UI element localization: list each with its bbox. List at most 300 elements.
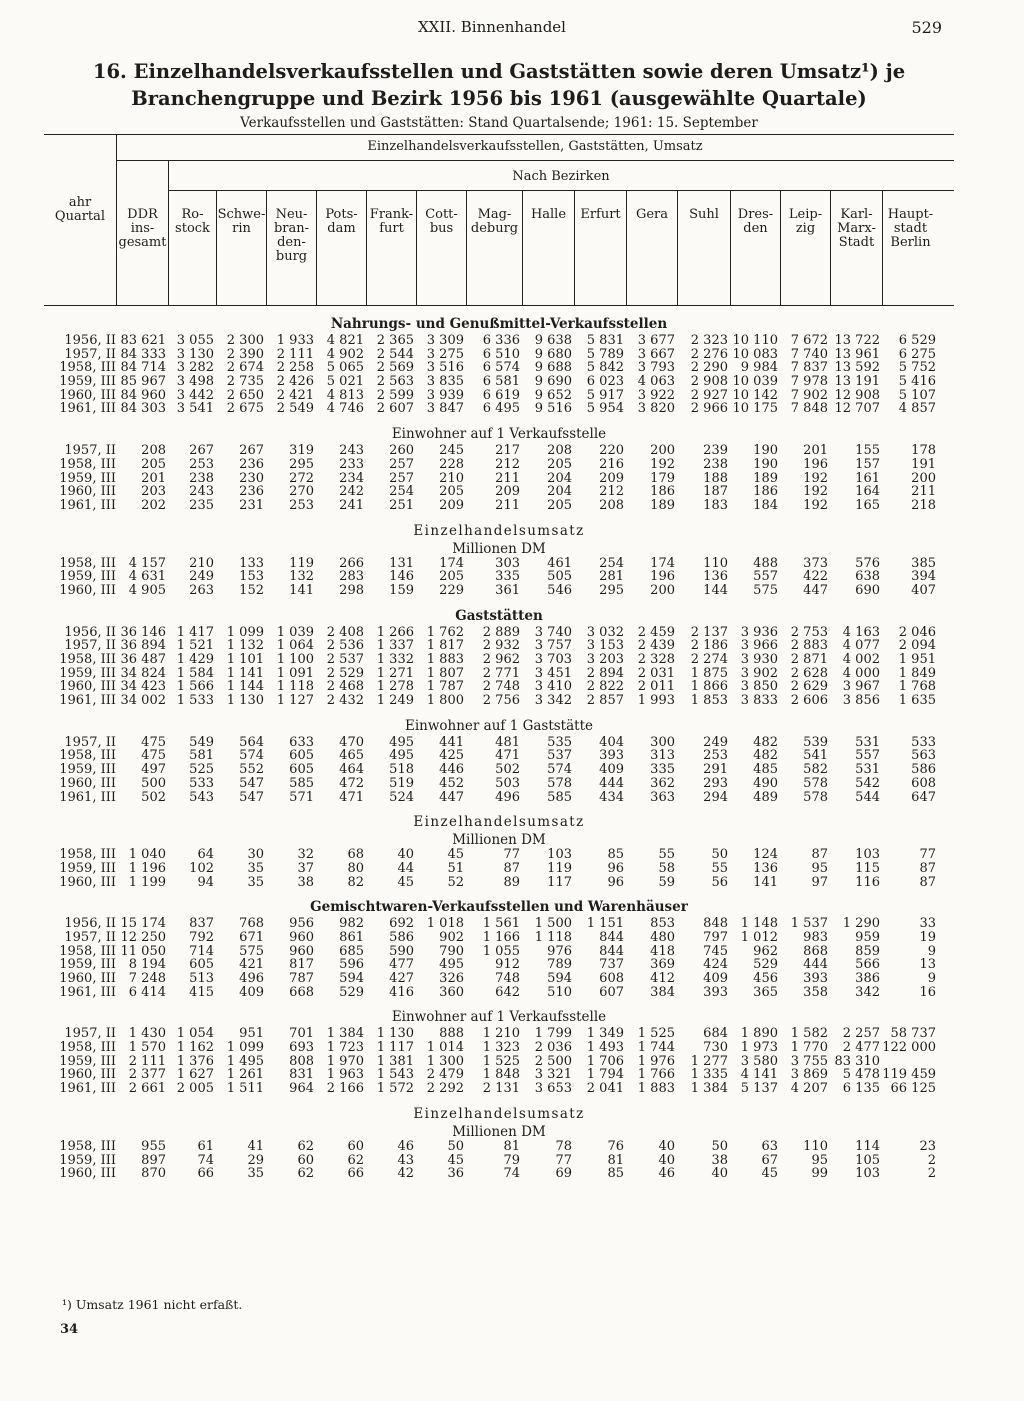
table-cell: 541 bbox=[803, 748, 828, 764]
table-row bbox=[44, 1041, 954, 1055]
table-cell: 10 175 bbox=[732, 401, 778, 417]
table-cell: 85 bbox=[607, 847, 624, 863]
table-cell: 9 bbox=[927, 943, 936, 959]
table-cell: 105 bbox=[855, 1152, 880, 1168]
table-cell: 362 bbox=[650, 775, 675, 791]
table-cell: 6 023 bbox=[586, 374, 624, 390]
table-cell: 254 bbox=[599, 555, 624, 571]
table-cell: 394 bbox=[911, 569, 936, 585]
table-cell: 5 842 bbox=[586, 360, 624, 376]
table-cell: 1 963 bbox=[326, 1067, 364, 1083]
table-cell: 4 813 bbox=[326, 387, 364, 403]
table-cell: 2 549 bbox=[276, 401, 314, 417]
table-cell: 564 bbox=[239, 734, 264, 750]
table-cell: 1 337 bbox=[376, 638, 414, 654]
table-cell: 117 bbox=[547, 874, 572, 890]
table-cell: 211 bbox=[495, 497, 520, 513]
table-cell: 2 365 bbox=[376, 333, 414, 348]
table-cell: 3 703 bbox=[534, 652, 572, 667]
header-column-6: Frank- furt bbox=[369, 207, 414, 236]
table-cell: 40 bbox=[711, 1166, 728, 1182]
table-cell: 45 bbox=[761, 1166, 778, 1182]
table-cell: 13 bbox=[919, 957, 936, 973]
table-cell: 3 541 bbox=[176, 401, 214, 417]
table-cell: 144 bbox=[703, 582, 728, 598]
table-row bbox=[44, 1167, 954, 1181]
table-cell: 596 bbox=[339, 957, 364, 973]
table-cell: 409 bbox=[599, 762, 624, 778]
table-cell: 456 bbox=[753, 971, 778, 986]
table-cell: 529 bbox=[339, 984, 364, 1000]
table-cell: 2 bbox=[927, 1166, 936, 1182]
table-cell: 1 800 bbox=[426, 693, 464, 709]
table-cell: 960 bbox=[289, 943, 314, 959]
table-cell: 35 bbox=[247, 874, 264, 890]
table-cell: 434 bbox=[599, 789, 624, 805]
table-cell: 204 bbox=[547, 484, 572, 500]
table-cell: 1 100 bbox=[276, 652, 314, 667]
table-row bbox=[44, 958, 954, 972]
row-period: 1957, II bbox=[64, 1026, 116, 1042]
table-cell: 4 746 bbox=[326, 401, 364, 417]
table-cell: 218 bbox=[911, 497, 936, 513]
table-cell: 5 107 bbox=[898, 387, 936, 403]
table-cell: 235 bbox=[189, 497, 214, 513]
table-cell: 2 257 bbox=[842, 1026, 880, 1042]
table-cell: 1 521 bbox=[176, 638, 214, 654]
table-cell: 6 336 bbox=[482, 333, 520, 348]
table-cell: 1 039 bbox=[276, 624, 314, 640]
table-cell: 205 bbox=[141, 456, 166, 472]
table-cell: 6 275 bbox=[898, 346, 936, 362]
table-cell: 272 bbox=[289, 470, 314, 486]
row-period: 1958, III bbox=[59, 456, 116, 472]
table-cell: 2 756 bbox=[482, 693, 520, 709]
table-cell: 230 bbox=[239, 470, 264, 486]
table-cell: 488 bbox=[753, 555, 778, 571]
section-gap bbox=[44, 416, 954, 424]
table-cell: 241 bbox=[339, 497, 364, 513]
table-cell: 1 429 bbox=[176, 652, 214, 667]
table-row bbox=[44, 848, 954, 862]
table-cell: 119 bbox=[289, 555, 314, 571]
table-cell: 84 303 bbox=[120, 401, 166, 417]
table-cell: 976 bbox=[547, 943, 572, 959]
table-cell: 188 bbox=[703, 470, 728, 486]
table-cell: 12 707 bbox=[834, 401, 880, 417]
table-cell: 1 533 bbox=[176, 693, 214, 709]
table-cell: 808 bbox=[289, 1053, 314, 1069]
table-cell: 15 174 bbox=[120, 916, 166, 932]
table-cell: 253 bbox=[189, 456, 214, 472]
table-cell: 2 290 bbox=[690, 360, 728, 376]
table-cell: 41 bbox=[247, 1138, 264, 1154]
table-cell: 452 bbox=[439, 775, 464, 791]
table-cell: 3 966 bbox=[740, 638, 778, 654]
header-rule-2 bbox=[168, 190, 954, 191]
table-cell: 2 041 bbox=[586, 1081, 624, 1097]
table-cell: 3 755 bbox=[790, 1053, 828, 1069]
header-column-2: Ro- stock bbox=[175, 207, 210, 236]
table-cell: 638 bbox=[855, 569, 880, 585]
table-cell: 2 771 bbox=[482, 665, 520, 681]
section-gap bbox=[44, 598, 954, 606]
table-cell: 51 bbox=[447, 860, 464, 876]
table-cell: 531 bbox=[855, 734, 880, 750]
table-cell: 7 837 bbox=[790, 360, 828, 376]
table-cell: 685 bbox=[339, 943, 364, 959]
table-cell: 2 674 bbox=[226, 360, 264, 376]
section-gap bbox=[44, 999, 954, 1007]
table-cell: 66 125 bbox=[890, 1081, 936, 1097]
table-cell: 1 762 bbox=[426, 624, 464, 640]
table-cell: 360 bbox=[439, 984, 464, 1000]
table-cell: 9 688 bbox=[534, 360, 572, 376]
table-cell: 5 478 bbox=[842, 1067, 880, 1083]
table-row bbox=[44, 917, 954, 931]
table-cell: 6 414 bbox=[128, 984, 166, 1000]
table-cell: 99 bbox=[811, 1166, 828, 1182]
table-cell: 690 bbox=[855, 582, 880, 598]
section-title: Einzelhandelsumsatz bbox=[413, 522, 585, 539]
table-row bbox=[44, 653, 954, 667]
table-cell: 2 111 bbox=[276, 346, 314, 362]
table-cell: 1 543 bbox=[376, 1067, 414, 1083]
table-cell: 1 091 bbox=[276, 665, 314, 681]
table-cell: 201 bbox=[803, 443, 828, 459]
section-unit: Millionen DM bbox=[452, 832, 546, 849]
table-cell: 1 853 bbox=[690, 693, 728, 709]
table-cell: 581 bbox=[189, 748, 214, 764]
header-column-14: Leip- zig bbox=[788, 207, 823, 236]
table-cell: 56 bbox=[711, 874, 728, 890]
table-cell: 2 748 bbox=[482, 679, 520, 695]
table-cell: 1 768 bbox=[898, 679, 936, 695]
table-cell: 153 bbox=[239, 569, 264, 585]
table-cell: 1 500 bbox=[534, 916, 572, 932]
table-cell: 464 bbox=[339, 762, 364, 778]
table-cell: 385 bbox=[911, 555, 936, 571]
table-cell: 1 278 bbox=[376, 679, 414, 695]
table-cell: 861 bbox=[339, 929, 364, 945]
table-cell: 1 848 bbox=[482, 1067, 520, 1083]
table-cell: 574 bbox=[239, 748, 264, 764]
table-cell: 4 141 bbox=[740, 1067, 778, 1083]
table-cell: 444 bbox=[599, 775, 624, 791]
table-cell: 212 bbox=[599, 484, 624, 500]
table-cell: 1 993 bbox=[637, 693, 675, 709]
table-cell: 714 bbox=[189, 943, 214, 959]
table-cell: 510 bbox=[547, 984, 572, 1000]
table-cell: 1 584 bbox=[176, 665, 214, 681]
table-cell: 594 bbox=[547, 971, 572, 986]
table-cell: 192 bbox=[803, 497, 828, 513]
table-cell: 848 bbox=[703, 916, 728, 932]
table-cell: 58 737 bbox=[890, 1026, 936, 1042]
table-cell: 9 984 bbox=[740, 360, 778, 376]
table-cell: 585 bbox=[289, 775, 314, 791]
table-cell: 2 536 bbox=[326, 638, 364, 654]
table-cell: 1 890 bbox=[740, 1026, 778, 1042]
table-cell: 1 117 bbox=[376, 1040, 414, 1056]
table-cell: 447 bbox=[439, 789, 464, 805]
table-cell: 9 516 bbox=[534, 401, 572, 417]
table-cell: 2 650 bbox=[226, 387, 264, 403]
table-cell: 471 bbox=[339, 789, 364, 805]
table-row bbox=[44, 348, 954, 362]
table-cell: 3 321 bbox=[534, 1067, 572, 1083]
table-cell: 152 bbox=[239, 582, 264, 598]
row-period: 1959, III bbox=[59, 470, 116, 486]
table-cell: 298 bbox=[339, 582, 364, 598]
table-row bbox=[44, 584, 954, 598]
table-row bbox=[44, 361, 954, 375]
table-cell: 4 902 bbox=[326, 346, 364, 362]
table-cell: 393 bbox=[803, 971, 828, 986]
table-cell: 496 bbox=[239, 971, 264, 986]
table-body bbox=[44, 314, 954, 1189]
table-cell: 1 271 bbox=[376, 665, 414, 681]
table-cell: 415 bbox=[189, 984, 214, 1000]
table-cell: 83 310 bbox=[834, 1053, 880, 1069]
table-cell: 300 bbox=[650, 734, 675, 750]
table-cell: 228 bbox=[439, 456, 464, 472]
row-period: 1958, III bbox=[59, 943, 116, 959]
table-cell: 165 bbox=[855, 497, 880, 513]
table-cell: 477 bbox=[389, 957, 414, 973]
table-cell: 3 442 bbox=[176, 387, 214, 403]
table-cell: 505 bbox=[547, 569, 572, 585]
table-cell: 3 130 bbox=[176, 346, 214, 362]
table-cell: 326 bbox=[439, 971, 464, 986]
table-cell: 582 bbox=[803, 762, 828, 778]
table-row bbox=[44, 791, 954, 805]
table-cell: 192 bbox=[803, 484, 828, 500]
table-cell: 208 bbox=[599, 497, 624, 513]
table-cell: 293 bbox=[703, 775, 728, 791]
table-cell: 184 bbox=[753, 497, 778, 513]
row-period: 1960, III bbox=[59, 971, 116, 986]
table-cell: 789 bbox=[547, 957, 572, 973]
table-cell: 5 789 bbox=[586, 346, 624, 362]
row-period: 1959, III bbox=[59, 374, 116, 390]
header-column-13: Dres- den bbox=[737, 207, 774, 236]
table-cell: 692 bbox=[389, 916, 414, 932]
table-cell: 1 148 bbox=[740, 916, 778, 932]
table-cell: 1 933 bbox=[276, 333, 314, 348]
table-cell: 1 132 bbox=[226, 638, 264, 654]
table-row bbox=[44, 763, 954, 777]
table-cell: 3 677 bbox=[637, 333, 675, 348]
table-cell: 574 bbox=[547, 762, 572, 778]
table-cell: 6 510 bbox=[482, 346, 520, 362]
table-cell: 3 580 bbox=[740, 1053, 778, 1069]
table-cell: 3 922 bbox=[637, 387, 675, 403]
table-cell: 393 bbox=[703, 984, 728, 1000]
table-cell: 578 bbox=[803, 789, 828, 805]
row-period: 1957, II bbox=[64, 346, 116, 362]
table-cell: 211 bbox=[911, 484, 936, 500]
footnote: ¹) Umsatz 1961 nicht erfaßt. bbox=[62, 1297, 243, 1312]
table-cell: 1 566 bbox=[176, 679, 214, 695]
table-cell: 64 bbox=[197, 847, 214, 863]
table-cell: 605 bbox=[289, 748, 314, 764]
table-cell: 2 894 bbox=[586, 665, 624, 681]
table-cell: 2 675 bbox=[226, 401, 264, 417]
row-period: 1960, III bbox=[59, 775, 116, 791]
table-cell: 36 487 bbox=[120, 652, 166, 667]
table-cell: 84 333 bbox=[120, 346, 166, 362]
table-cell: 35 bbox=[247, 1166, 264, 1182]
table-cell: 2 962 bbox=[482, 652, 520, 667]
table-cell: 270 bbox=[289, 484, 314, 500]
row-period: 1960, III bbox=[59, 874, 116, 890]
table-cell: 1 970 bbox=[326, 1053, 364, 1069]
table-cell: 136 bbox=[703, 569, 728, 585]
table-cell: 200 bbox=[911, 470, 936, 486]
table-cell: 790 bbox=[439, 943, 464, 959]
table-row bbox=[44, 472, 954, 486]
table-cell: 519 bbox=[389, 775, 414, 791]
table-cell: 203 bbox=[141, 484, 166, 500]
table-cell: 1 261 bbox=[226, 1067, 264, 1083]
table-cell: 1 099 bbox=[226, 624, 264, 640]
table-cell: 42 bbox=[397, 1166, 414, 1182]
table-cell: 3 282 bbox=[176, 360, 214, 376]
table-cell: 37 bbox=[297, 860, 314, 876]
table-cell: 81 bbox=[607, 1152, 624, 1168]
table-cell: 5 416 bbox=[898, 374, 936, 390]
table-cell: 43 bbox=[397, 1152, 414, 1168]
table-cell: 2 871 bbox=[790, 652, 828, 667]
table-cell: 157 bbox=[855, 456, 880, 472]
table-cell: 2 377 bbox=[128, 1067, 166, 1083]
table-cell: 103 bbox=[547, 847, 572, 863]
table-cell: 3 835 bbox=[426, 374, 464, 390]
table-cell: 2 328 bbox=[637, 652, 675, 667]
table-cell: 85 bbox=[607, 1166, 624, 1182]
table-cell: 8 194 bbox=[128, 957, 166, 973]
table-cell: 4 905 bbox=[128, 582, 166, 598]
table-cell: 10 142 bbox=[732, 387, 778, 403]
row-period: 1961, III bbox=[59, 497, 116, 513]
table-cell: 77 bbox=[919, 847, 936, 863]
table-subtitle: Verkaufsstellen und Gaststätten: Stand Quartalsende; 1961: 15. September bbox=[240, 115, 758, 131]
table-cell: 409 bbox=[703, 971, 728, 986]
table-cell: 2 131 bbox=[482, 1081, 520, 1097]
table-cell: 1 875 bbox=[690, 665, 728, 681]
table-cell: 2 426 bbox=[276, 374, 314, 390]
table-cell: 1 099 bbox=[226, 1040, 264, 1056]
table-cell: 50 bbox=[447, 1138, 464, 1154]
table-cell: 2 529 bbox=[326, 665, 364, 681]
table-cell: 1 018 bbox=[426, 916, 464, 932]
table-cell: 60 bbox=[347, 1138, 364, 1154]
table-cell: 2 036 bbox=[534, 1040, 572, 1056]
table-cell: 94 bbox=[197, 874, 214, 890]
table-cell: 186 bbox=[650, 484, 675, 500]
table-cell: 1 055 bbox=[482, 943, 520, 959]
table-cell: 174 bbox=[439, 555, 464, 571]
table-cell: 2 292 bbox=[426, 1081, 464, 1097]
table-cell: 2 276 bbox=[690, 346, 728, 362]
table-cell: 161 bbox=[855, 470, 880, 486]
table-cell: 50 bbox=[711, 1138, 728, 1154]
table-cell: 1 141 bbox=[226, 665, 264, 681]
table-cell: 959 bbox=[855, 929, 880, 945]
table-cell: 1 064 bbox=[276, 638, 314, 654]
table-cell: 234 bbox=[339, 470, 364, 486]
table-cell: 110 bbox=[703, 555, 728, 571]
table-cell: 103 bbox=[855, 1166, 880, 1182]
table-cell: 817 bbox=[289, 957, 314, 973]
header-stub-label: ahr Quartal bbox=[54, 195, 106, 224]
row-period: 1957, II bbox=[64, 443, 116, 459]
table-cell: 472 bbox=[339, 775, 364, 791]
table-cell: 2 544 bbox=[376, 346, 414, 362]
table-cell: 96 bbox=[607, 860, 624, 876]
section-title: Einwohner auf 1 Verkaufsstelle bbox=[391, 426, 607, 443]
table-cell: 136 bbox=[753, 860, 778, 876]
table-cell: 4 077 bbox=[842, 638, 880, 654]
header-column-8: Mag- deburg bbox=[470, 207, 519, 236]
row-period: 1959, III bbox=[59, 1152, 116, 1168]
table-cell: 5 137 bbox=[740, 1081, 778, 1097]
table-cell: 586 bbox=[389, 929, 414, 945]
table-cell: 533 bbox=[189, 775, 214, 791]
table-cell: 480 bbox=[650, 929, 675, 945]
table-cell: 471 bbox=[495, 748, 520, 764]
table-cell: 563 bbox=[911, 748, 936, 764]
table-cell: 962 bbox=[753, 943, 778, 959]
table-cell: 421 bbox=[239, 957, 264, 973]
table-cell: 1 799 bbox=[534, 1026, 572, 1042]
table-cell: 66 bbox=[347, 1166, 364, 1182]
table-cell: 393 bbox=[599, 748, 624, 764]
section-title: Gemischtwaren-Verkaufsstellen und Warenhäuser bbox=[310, 899, 688, 916]
section-title: Gaststätten bbox=[455, 607, 543, 624]
table-cell: 62 bbox=[297, 1166, 314, 1182]
table-cell: 78 bbox=[555, 1138, 572, 1154]
table-cell: 231 bbox=[239, 497, 264, 513]
table-cell: 535 bbox=[547, 734, 572, 750]
table-row bbox=[44, 1055, 954, 1069]
table-cell: 9 bbox=[927, 971, 936, 986]
section-unit: Millionen DM bbox=[452, 540, 546, 557]
table-cell: 496 bbox=[495, 789, 520, 805]
table-cell: 303 bbox=[495, 555, 520, 571]
table-cell: 3 203 bbox=[586, 652, 624, 667]
table-cell: 1 332 bbox=[376, 652, 414, 667]
table-cell: 1 417 bbox=[176, 624, 214, 640]
row-period: 1959, III bbox=[59, 1053, 116, 1069]
row-period: 1960, III bbox=[59, 679, 116, 695]
table-cell: 6 619 bbox=[482, 387, 520, 403]
row-period: 1957, II bbox=[64, 734, 116, 750]
table-cell: 3 451 bbox=[534, 665, 572, 681]
table-cell: 191 bbox=[911, 456, 936, 472]
table-cell: 335 bbox=[495, 569, 520, 585]
table-cell: 267 bbox=[239, 443, 264, 459]
table-cell: 2 606 bbox=[790, 693, 828, 709]
table-cell: 2 753 bbox=[790, 624, 828, 640]
table-cell: 964 bbox=[289, 1081, 314, 1097]
table-cell: 257 bbox=[389, 470, 414, 486]
row-period: 1960, III bbox=[59, 1067, 116, 1083]
table-cell: 844 bbox=[599, 929, 624, 945]
table-cell: 69 bbox=[555, 1166, 572, 1182]
table-cell: 1 572 bbox=[376, 1081, 414, 1097]
